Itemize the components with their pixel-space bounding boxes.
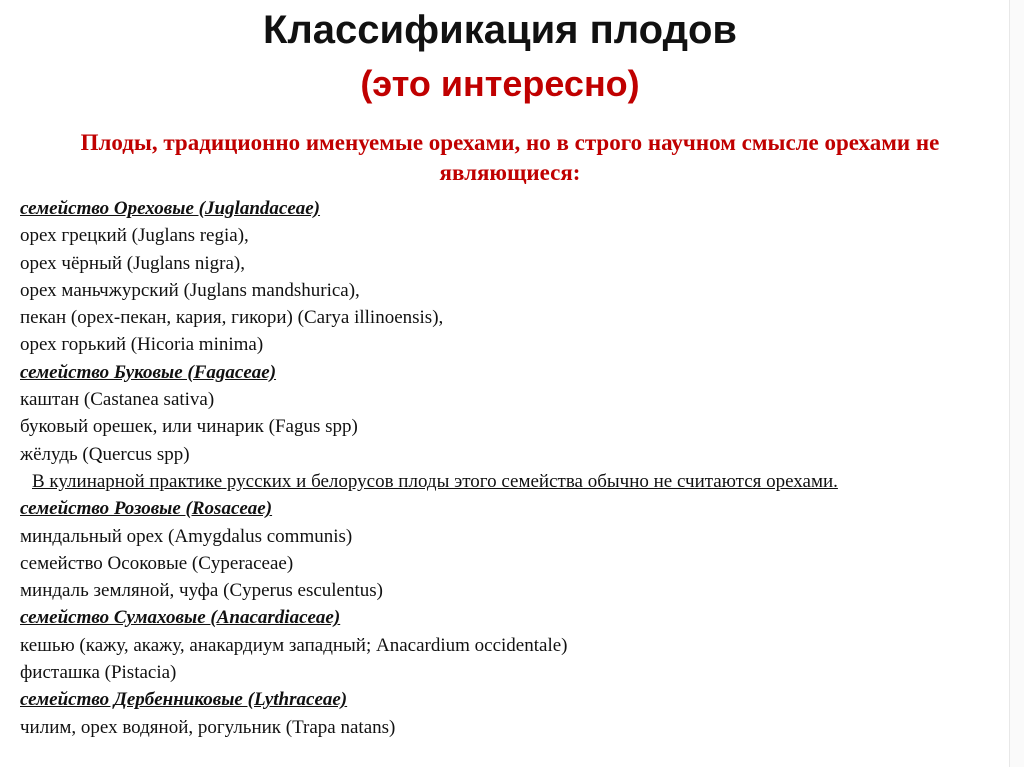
family-heading: семейство Розовые (Rosaceae)	[20, 498, 273, 520]
list-item: жёлудь (Quercus spp)	[20, 443, 190, 465]
list-item: орех чёрный (Juglans nigra),	[20, 252, 245, 274]
list-item: чилим, орех водяной, рогульник (Trapa natans)	[20, 716, 396, 738]
family-heading: семейство Дербенниковые (Lythraceae)	[20, 689, 348, 711]
list-item: кешью (кажу, акажу, анакардиум западный; Anacardium occidentale)	[20, 634, 568, 656]
slide-title: Классификация плодов	[262, 8, 737, 52]
list-item: фисташка (Pistacia)	[20, 662, 177, 684]
slide-edge	[1009, 0, 1024, 767]
family-heading: семейство Сумаховые (Anacardiaceae)	[20, 607, 341, 629]
family-heading: семейство Ореховые (Juglandaceae)	[20, 198, 321, 219]
intro-heading: Плоды, традиционно именуемые орехами, но в строго научном смысле орехами не являющиеся:	[80, 130, 940, 185]
list-item: миндаль земляной, чуфа (Cyperus esculentus)	[20, 580, 383, 602]
culinary-note: В кулинарной практике русских и белорусов плоды этого семейства обычно не считаются орехами.	[32, 470, 838, 492]
slide-subtitle: (это интересно)	[360, 63, 640, 104]
list-item: орех маньчжурский (Juglans mandshurica),	[20, 279, 360, 301]
list-item: орех грецкий (Juglans regia),	[20, 225, 249, 247]
list-item: буковый орешек, или чинарик (Fagus spp)	[20, 416, 358, 438]
list-item: пекан (орех-пекан, кария, гикори) (Carya illinoensis),	[20, 307, 444, 329]
family-heading: семейство Буковые (Fagaceae)	[20, 361, 277, 383]
list-item: орех горький (Hicoria minima)	[20, 334, 264, 356]
list-item: каштан (Castanea sativa)	[20, 389, 215, 411]
nut-classification-list	[20, 195, 1010, 741]
list-item: семейство Осоковые (Cyperaceae)	[20, 552, 294, 574]
list-item: миндальный орех (Amygdalus communis)	[20, 525, 353, 547]
